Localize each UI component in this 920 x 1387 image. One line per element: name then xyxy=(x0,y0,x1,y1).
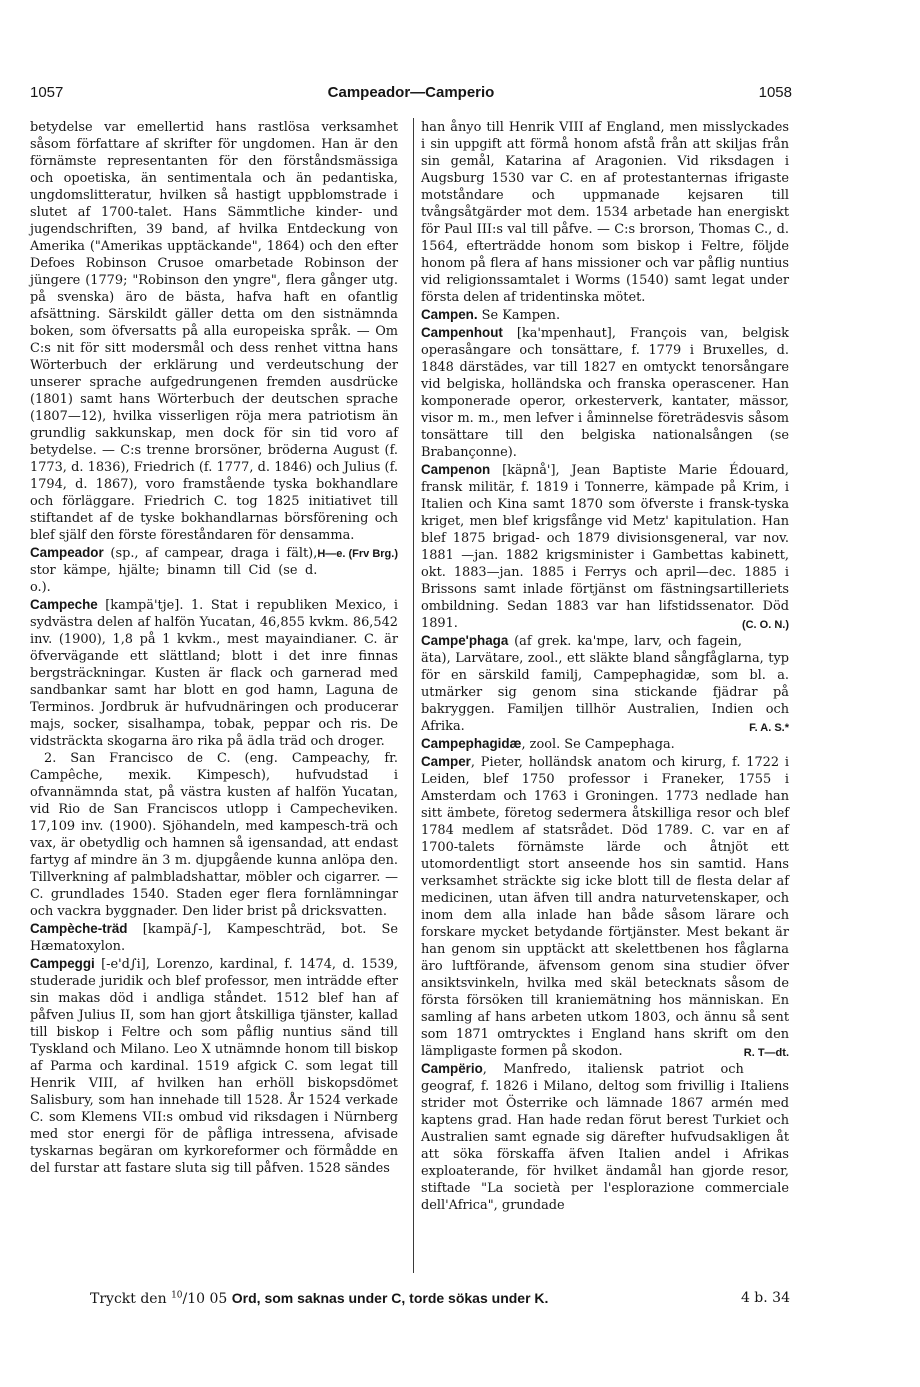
entry-text: [kampä'tje]. 1. Stat i republiken Mexico, i sydvästra delen af halfön Yucatan, 46,855 kvkm. 86,542 inv. (1900), 1,8 på 1 kvkm., mest mayaindianer. C. är öfvervägande ett slättland; blott i det inre finnas bergsträckningar. Kusten är flack och garnerad med sandbankar samt har blott en god hamn, Laguna de Terminos. Jordbruk är hufvudnäringen och producerar majs, socker, sisalhampa, tobak, peppar och ris. De vidsträckta skogarna äro rika på ädla träd och droger. xyxy=(30,598,398,749)
entry-paragraph xyxy=(421,461,789,632)
entry-paragraph xyxy=(421,119,789,306)
running-title: Campeador—Camperio xyxy=(327,84,495,101)
entry-text: [-e'd∫i], Lorenzo, kardinal, f. 1474, d. 1539, studerade juridik och blef professor, men inträdde efter sin makas död i andliga ståndet. 1512 blef han af påfven Julius II, som han gjort åtskilliga tjänster, kallad till biskop i Feltre och som påflig nuntius sänd till Tyskland och Milano. Leo X utnämnde honom till biskop af Parma och kardinal. 1519 afgick C. som legat till Henrik VIII, af hvilken han erhöll biskopsdömet Salisbury, som han innehade till 1528. År 1524 verkade C. som Klemens VII:s ombud vid riksdagen i Nürnberg med stor energi för de påfliga intressena, afvisade tyskarnas begäran om kyrkoreformer och förmådde en del furstar att fastare sluta sig till påfven. 1528 sändes xyxy=(30,957,398,1176)
entry-headword: Campenon xyxy=(421,462,491,477)
left-column xyxy=(30,119,398,1177)
entry-text: (sp., af campear, draga i fält), stor kämpe, hjälte; binamn till Cid (se d. o.). xyxy=(30,546,318,595)
entry-paragraph xyxy=(421,1060,789,1214)
entry-paragraph xyxy=(30,596,398,750)
entry-headword: Campephagidæ xyxy=(421,736,522,751)
footer-note: Ord, som saknas under C, torde sökas under K. xyxy=(231,1290,549,1306)
entry-headword: Campeche xyxy=(30,597,98,612)
entry-headword: Campèche-träd xyxy=(30,921,128,936)
entry-headword: Camper xyxy=(421,754,471,769)
entry-paragraph xyxy=(30,920,398,955)
entry-paragraph xyxy=(30,955,398,1177)
entry-paragraph xyxy=(421,632,789,735)
entry-text: 2. San Francisco de C. (eng. Campeachy, fr. Campêche, mexik. Kimpesch), hufvudstad i ofvannämnda stat, på västra kusten af halfön Yucatan, vid Rio de San Franciscos utlopp i Campecheviken. 17,109 inv. (1900). Sjöhandeln, med kampesch-trä och vax, är obetydlig och hamnen så igensandad, att endast fartyg af mindre än 3 m. djupgående kunna anlöpa den. Tillverkning af palmbladshattar, möbler och cigarrer. — C. grundlades 1540. Staden eger flera fornlämningar och vackra byggnader. Den lider brist på dricksvatten. xyxy=(30,751,398,919)
sheet-signature: 4 b. 34 xyxy=(740,1290,790,1306)
entry-paragraph xyxy=(421,306,789,324)
entry-headword: Campe'phaga xyxy=(421,633,509,648)
entry-text: , Pieter, holländsk anatom och kirurg, f. 1722 i Leiden, blef 1750 professor i Franeker, 1755 i Amsterdam och 1763 i Groningen. 1773 nedlade han sitt ämbete, företog sedermera åtskilliga resor och blef 1784 medlem af statsrådet. Död 1789. C. var en af 1700-talets förnämste lärde och åtnjöt ett utomordentligt stort anseende hos sin samtid. Hans verksamhet sträckte sig icke blott till de flesta delar af medicinen, utan äfven till andra naturvetenskaper, och inom dem alla inlade han både såsom lärare och forskare mycket betydande förtjänster. Mest bekant är han genom sin upptäckt att skelettbenen hos fåglarna äro luftförande, äfvensom genom sina studier öfver ansiktsvinkeln, hvilka med skäl betecknats såsom de första försöken till kraniemätning hos människan. En samling af hans arbeten utkom 1803, och ännu så sent som 1871 omtrycktes i England hans skrift om den lämpligaste formen på skodon. xyxy=(421,755,789,1059)
entry-text: [kampä∫-], Kampeschträd, bot. Se Hæmatoxylon. xyxy=(30,922,398,954)
entry-text: betydelse var emellertid hans rastlösa verksamhet såsom författare af skrifter för ungdomen. Han är den förnämste representanten för den förståndsmässiga och opoetiska, än sentimentala och än pedantiska, ungdomslitteratur, hvilken så hastigt uppblomstrade i slutet af 1700-talet. Hans Sämmtliche kinder- und jugendschriften, 39 band, af hvilka Entdeckung von Amerika ("Amerikas upptäckande", 1864) och den efter Defoes Robinson Crusoe omarbetade Robinson der jüngere (1779; "Robinson den yngre", flera gånger utg. på svenska) äro de bästa, hafva haft en ofantlig afsättning. Särskildt gäller detta om den sistnämnda boken, som öfversatts på alla europeiska språk. — Om C:s nit för sitt modersmål och dess renhet vittna hans Wörterbuch der erklärung und verdeutschung der unserer sprache aufgedrungenen fremden ausdrücke (1801) samt hans Wörterbuch der deutschen sprache (1807—12), hvilka visserligen röja mera patriotism än grundlig sakkunskap, men dock för sin tid voro af betydelse. — C:s trenne brorsöner, bröderna August (f. 1773, d. 1836), Friedrich (f. 1777, d. 1846) och Julius (f. 1794, d. 1867), voro framstående tyska bokhandlare och förläggare. Friedrich C. tog 1825 initiativet till stiftandet af de tyske bokhandlarnas börsförening och blef själf den förste föreståndaren för densamma. xyxy=(30,120,398,543)
imprint-prefix: Tryckt den xyxy=(90,1291,167,1307)
entry-headword: Campen. xyxy=(421,307,478,322)
page-number-left: 1057 xyxy=(30,84,64,101)
imprint-year: 05 xyxy=(209,1291,228,1307)
page-header xyxy=(30,84,792,108)
entry-text: , zool. Se Campephaga. xyxy=(521,737,675,752)
entry-text: , Manfredo, italiensk patriot och geograf, f. 1826 i Milano, deltog som frivillig i Italiens strider mot Österrike och lämnade 1867 armén med kaptens grad. Han hade redan förut berest Turkiet och Australien samt egnade sig därefter hufvudsakligen åt att söka förskaffa äfven Italien andel i Afrikas exploaterande, för hvilket ändamål han gjorde resor, stiftade "La società per l'esplorazione commerciale dell'Africa", grundade xyxy=(421,1062,789,1213)
entry-paragraph xyxy=(421,735,789,753)
author-signature: F. A. S.* xyxy=(749,722,789,734)
entry-paragraph xyxy=(30,750,398,920)
entry-text: [käpnå'], Jean Baptiste Marie Édouard, fransk militär, f. 1819 i Tonnerre, kämpade på Krim, i Italien och Kina samt 1870 som öfverste i fransk-tyska kriget, men blef krigsfånge vid Metz' kapitulation. Han blef 1875 brigad- och 1879 divisionsgeneral, var nov. 1881 —jan. 1882 krigsminister i Gambettas kabinett, okt. 1883—jan. 1885 i Ferrys och april—dec. 1885 i Brissons samt inlade förtjänst om fästningsartilleriets ombildning. Sedan 1883 var han lifstidssenator. Död 1891. xyxy=(421,463,789,631)
entry-text: Se Kampen. xyxy=(477,308,561,323)
entry-text: han ånyo till Henrik VIII af England, men misslyckades i sin uppgift att förmå honom afstå från att skiljas från sin gemål, Katarina af Aragonien. Vid riksdagen i Augsburg 1530 var C. en af protestanternas ifrigaste motståndare och uppmanade kejsaren till tvångsåtgärder mot dem. 1534 arbetade han energiskt för Paul III:s val till påfve. — C:s brorson, Thomas C., d. 1564, efterträdde honom som biskop i Feltre, följde honom på flera af hans missioner och var påflig nuntius vid religionssamtalet i Worms (1540) samt legat under första delen af tridentinska mötet. xyxy=(421,120,789,305)
entry-headword: Campeggi xyxy=(30,956,95,971)
author-signature: (C. O. N.) xyxy=(741,619,789,631)
entry-headword: Campenhout xyxy=(421,325,503,340)
entry-headword: Campeador xyxy=(30,545,104,560)
entry-headword: Campërio xyxy=(421,1061,483,1076)
page-number-right: 1058 xyxy=(758,84,792,101)
column-divider xyxy=(413,118,414,1273)
entry-text: [ka'mpenhaut], François van, belgisk operasångare och tonsättare, f. 1779 i Bruxelles, d. 1848 därstädes, var till 1827 en omtyckt tenorsångare vid belgiska, holländska och franska operascener. Han komponerade operor, orkesterverk, kantater, mässor, visor m. m., men lefver i åminnelse företrädesvis såsom tonsättare till den belgiska nationalsången (se Brabançonne). xyxy=(421,326,789,460)
imprint-month: /10 xyxy=(182,1291,206,1307)
imprint-day: 10 xyxy=(171,1290,183,1301)
entry-text: (af grek. ka'mpe, larv, och fagein, äta), Larvätare, zool., ett släkte bland sångfåglarna, typ för en särskild familj, Campephagidæ, som bl. a. utmärker sig genom sina stickande fjädrar på bakryggen. Familjen tillhör Australien, Indien och Afrika. xyxy=(421,634,789,734)
entry-paragraph xyxy=(421,324,789,461)
entry-paragraph xyxy=(421,753,789,1060)
right-column xyxy=(421,119,789,1214)
imprint xyxy=(90,1290,548,1307)
author-signature: R. T—dt. xyxy=(743,1047,789,1059)
page-footer xyxy=(90,1290,790,1312)
author-signature: H—e. (Frv Brg.) xyxy=(317,548,398,560)
